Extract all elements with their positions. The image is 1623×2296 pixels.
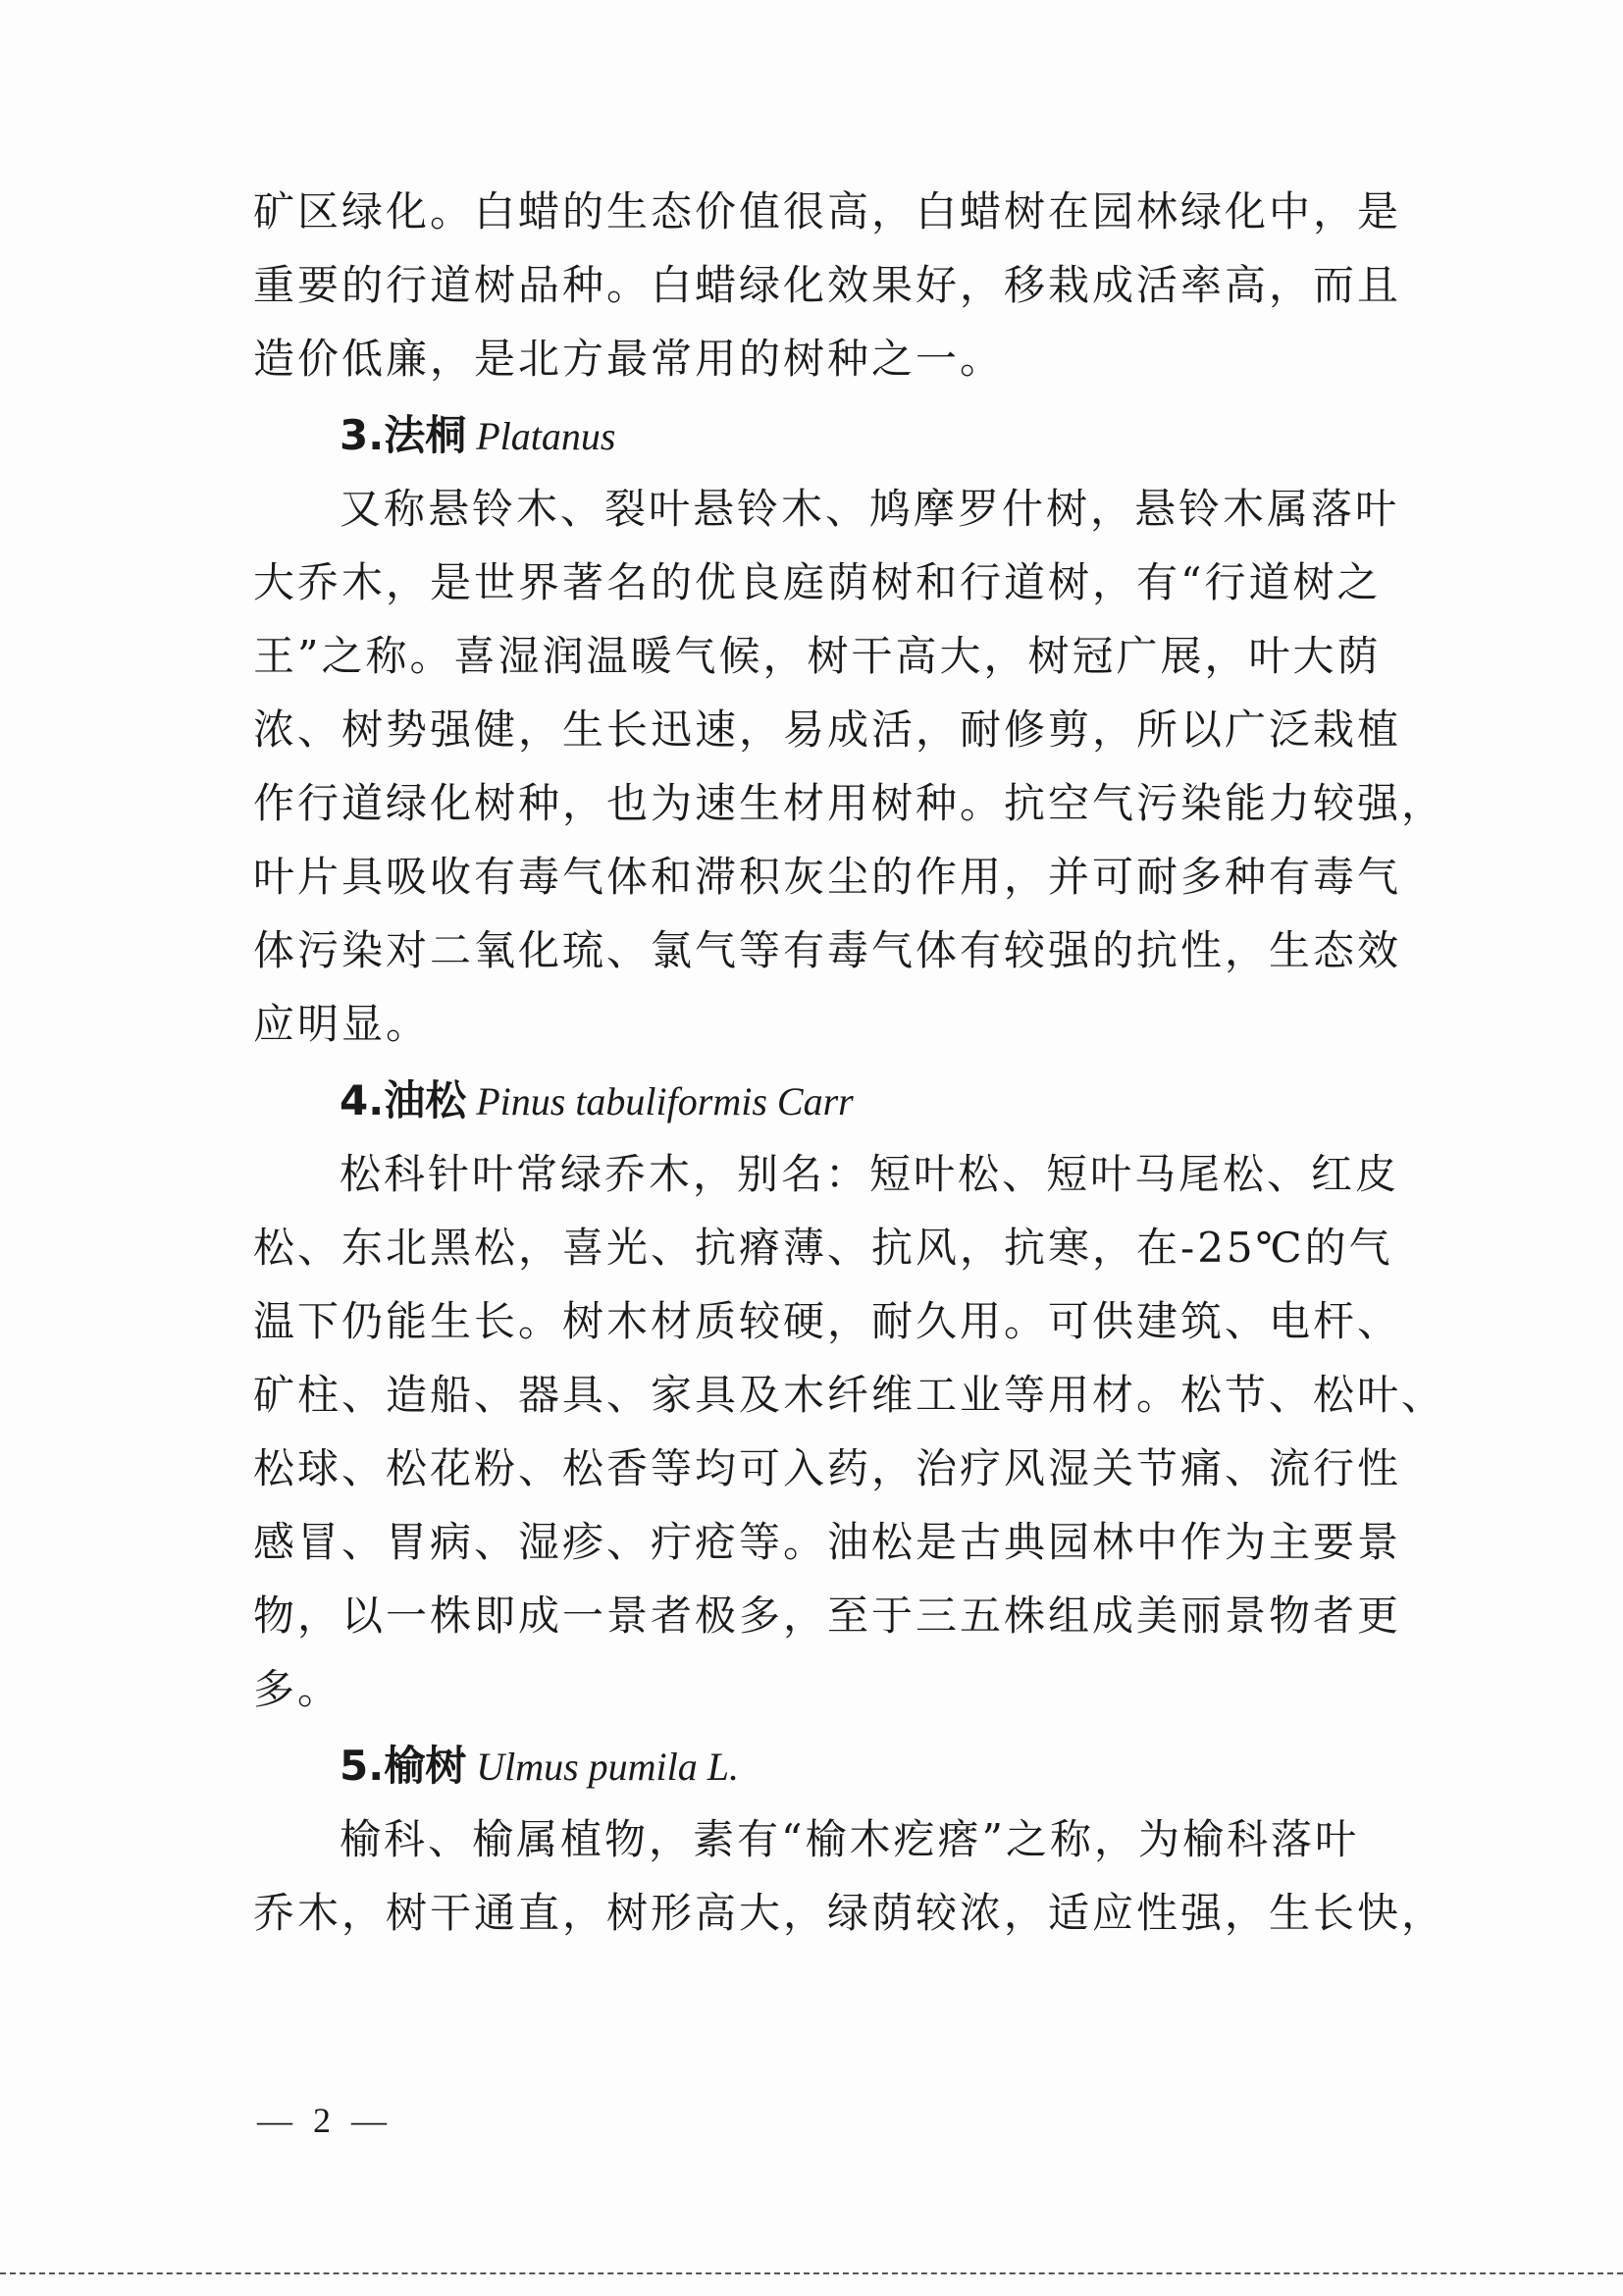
text-line: 榆科、榆属植物，素有“榆木疙瘩”之称，为榆科落叶 — [340, 1815, 1359, 1863]
page-bottom-rule — [0, 2272, 1623, 2274]
section-name-latin: Platanus — [476, 414, 616, 458]
text-line: 多。 — [253, 1665, 342, 1713]
section-name-cn: 法桐 — [384, 411, 467, 459]
section-name-latin: Pinus tabuliformis Carr — [476, 1079, 854, 1123]
text-line: 又称悬铃木、裂叶悬铃木、鸠摩罗什树，悬铃木属落叶 — [340, 485, 1400, 533]
text-line: 浓、树势强健，生长迅速，易成活，耐修剪，所以广泛栽植 — [253, 705, 1402, 754]
document-body — [253, 175, 1446, 1950]
page-number: — 2 — — [257, 2101, 393, 2140]
text-line: 叶片具吸收有毒气体和滞积灰尘的作用，并可耐多种有毒气 — [253, 853, 1402, 901]
section-number: 3. — [340, 411, 385, 459]
text-line: 感冒、胃病、湿疹、疔疮等。油松是古典园林中作为主要景 — [253, 1518, 1402, 1566]
section-name-cn: 榆树 — [384, 1742, 467, 1790]
text-line: 造价低廉，是北方最常用的树种之一。 — [253, 335, 1005, 383]
text-line: 乔木，树干通直，树形高大，绿荫较浓，适应性强，生长快， — [253, 1889, 1446, 1937]
section-heading-platanus — [253, 398, 1382, 472]
text-line: 矿区绿化。白蜡的生态价值很高，白蜡树在园林绿化中，是 — [253, 187, 1402, 235]
text-line: 松球、松花粉、松香等均可入药，治疗风湿关节痛、流行性 — [253, 1444, 1402, 1492]
section-heading-pinus — [253, 1064, 1382, 1137]
text-line: 矿柱、造船、器具、家具及木纤维工业等用材。松节、松叶、 — [253, 1371, 1446, 1419]
section-heading-ulmus — [253, 1729, 1382, 1802]
section-number: 5. — [340, 1742, 385, 1790]
text-line: 重要的行道树品种。白蜡绿化效果好，移栽成活率高，而且 — [253, 261, 1402, 309]
section-name-cn: 油松 — [384, 1076, 467, 1124]
text-line: 温下仍能生长。树木材质较硬，耐久用。可供建筑、电杆、 — [253, 1297, 1402, 1345]
text-line: 作行道绿化树种，也为速生材用树种。抗空气污染能力较强， — [253, 779, 1446, 827]
text-line: 体污染对二氧化琉、氯气等有毒气体有较强的抗性，生态效 — [253, 926, 1402, 974]
text-line: 王”之称。喜湿润温暖气候，树干高大，树冠广展，叶大荫 — [253, 632, 1382, 680]
text-line: 应明显。 — [253, 1000, 431, 1048]
text-line: 松科针叶常绿乔木，别名：短叶松、短叶马尾松、红皮 — [340, 1150, 1400, 1198]
section-name-latin: Ulmus pumila L. — [476, 1745, 740, 1789]
text-line: 大乔木，是世界著名的优良庭荫树和行道树，有“行道树之 — [253, 558, 1382, 606]
text-line: 物，以一株即成一景者极多，至于三五株组成美丽景物者更 — [253, 1592, 1402, 1640]
text-line: 松、东北黑松，喜光、抗瘠薄、抗风，抗寒，在-25℃的气 — [253, 1224, 1393, 1272]
section-number: 4. — [340, 1076, 385, 1124]
